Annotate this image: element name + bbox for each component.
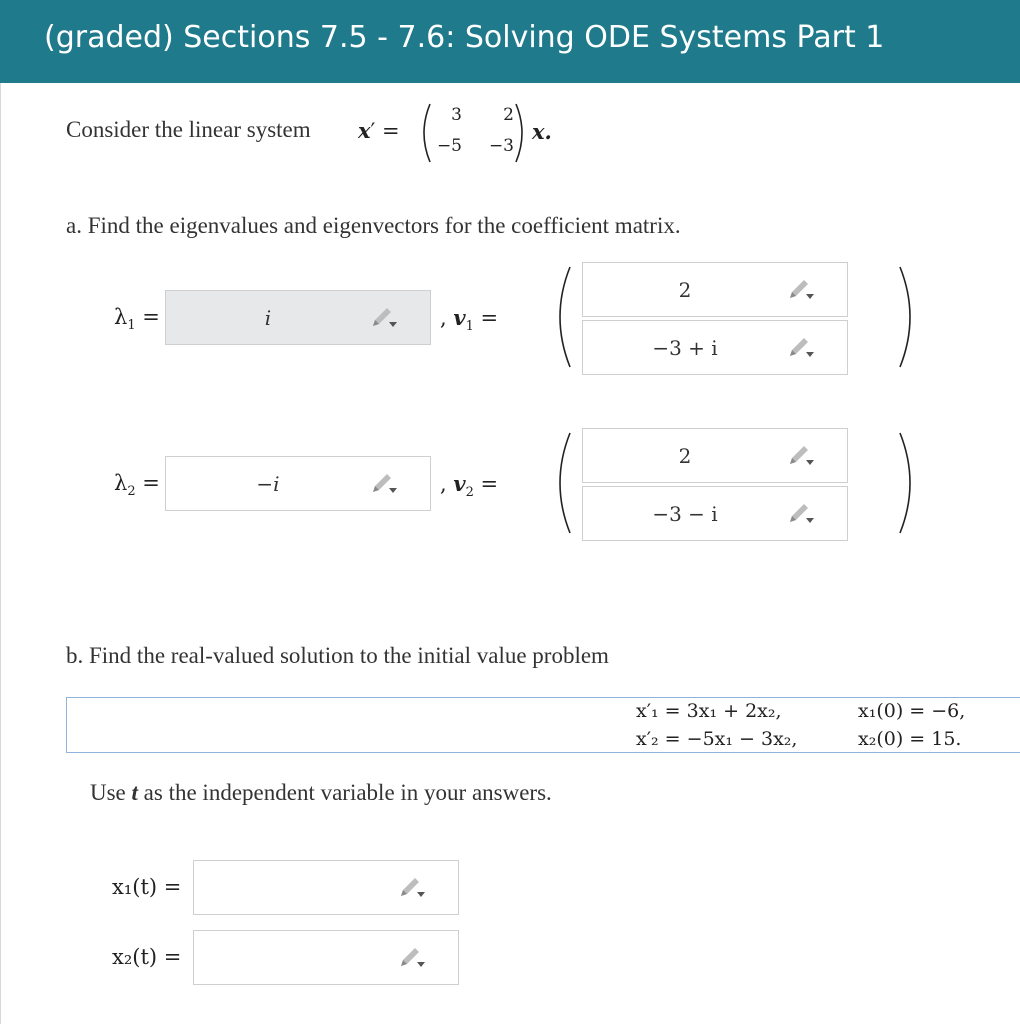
v1-label: , $v_1$ = (440, 305, 499, 335)
ivp-equation-1: x′₁ = 3x₁ + 2x₂, (636, 700, 782, 722)
lambda2-label: $\lambda_2$ = (114, 471, 160, 500)
x1-solution-input[interactable] (193, 860, 459, 915)
x1-solution-value (194, 861, 398, 914)
x2-solution-value (194, 931, 398, 984)
part-b-prompt: b. Find the real-valued solution to the initial value problem (66, 643, 609, 668)
lambda1-label: $\lambda_1$ = (114, 305, 160, 334)
ivp-equation-2: x′₂ = −5x₁ − 3x₂, (636, 728, 798, 750)
problem-intro: Consider the linear system (66, 117, 311, 142)
v2-component-1-value: 2 (678, 443, 692, 468)
v1-component-2-value: −3 + i (652, 335, 718, 360)
coefficient-matrix (418, 102, 528, 164)
lambda2-input[interactable] (165, 456, 431, 511)
content-border (0, 83, 1, 1024)
v1-component-2-input[interactable] (582, 320, 848, 375)
ivp-initial-condition-2: x₂(0) = 15. (858, 728, 962, 750)
v2-component-2-value: −3 − i (652, 501, 718, 526)
x2-solution-input[interactable] (193, 930, 459, 985)
pencil-dropdown-icon[interactable] (787, 278, 817, 302)
matrix-cell: 3 (451, 105, 462, 125)
vector2-right-paren (892, 431, 922, 535)
vector1-right-paren (892, 265, 922, 369)
x2-label: x₂(t) = (112, 945, 182, 969)
pencil-dropdown-icon[interactable] (787, 336, 817, 360)
pencil-dropdown-icon[interactable] (370, 306, 400, 330)
ivp-initial-condition-1: x₁(0) = −6, (858, 700, 966, 722)
pencil-dropdown-icon[interactable] (787, 444, 817, 468)
vector2-left-paren (548, 431, 578, 535)
pencil-dropdown-icon[interactable] (370, 472, 400, 496)
part-a-prompt: a. Find the eigenvalues and eigenvectors for the coefficient matrix. (66, 213, 681, 238)
matrix-cell: −3 (488, 136, 514, 156)
vector1-left-paren (548, 265, 578, 369)
lambda2-value: −i (256, 471, 280, 496)
matrix-cell: 2 (503, 105, 514, 125)
v2-component-2-input[interactable] (582, 486, 848, 541)
lambda1-value: i (264, 305, 272, 330)
v2-label: , $v_2$ = (440, 471, 499, 501)
system-lhs: x′ = (358, 118, 400, 143)
x1-label: x₁(t) = (112, 875, 182, 899)
system-rhs: x. (532, 119, 552, 144)
pencil-dropdown-icon[interactable] (787, 502, 817, 526)
matrix-cell: −5 (436, 136, 462, 156)
independent-variable-instruction: Use t as the independent variable in your answers. (90, 780, 552, 805)
v2-component-1-input[interactable] (582, 428, 848, 483)
page-title: (graded) Sections 7.5 - 7.6: Solving ODE Systems Part 1 (44, 20, 885, 55)
lambda1-input[interactable] (165, 290, 431, 345)
v1-component-1-value: 2 (678, 277, 692, 302)
v1-component-1-input[interactable] (582, 262, 848, 317)
pencil-dropdown-icon[interactable] (398, 876, 428, 900)
pencil-dropdown-icon[interactable] (398, 946, 428, 970)
page-header (0, 0, 1020, 83)
